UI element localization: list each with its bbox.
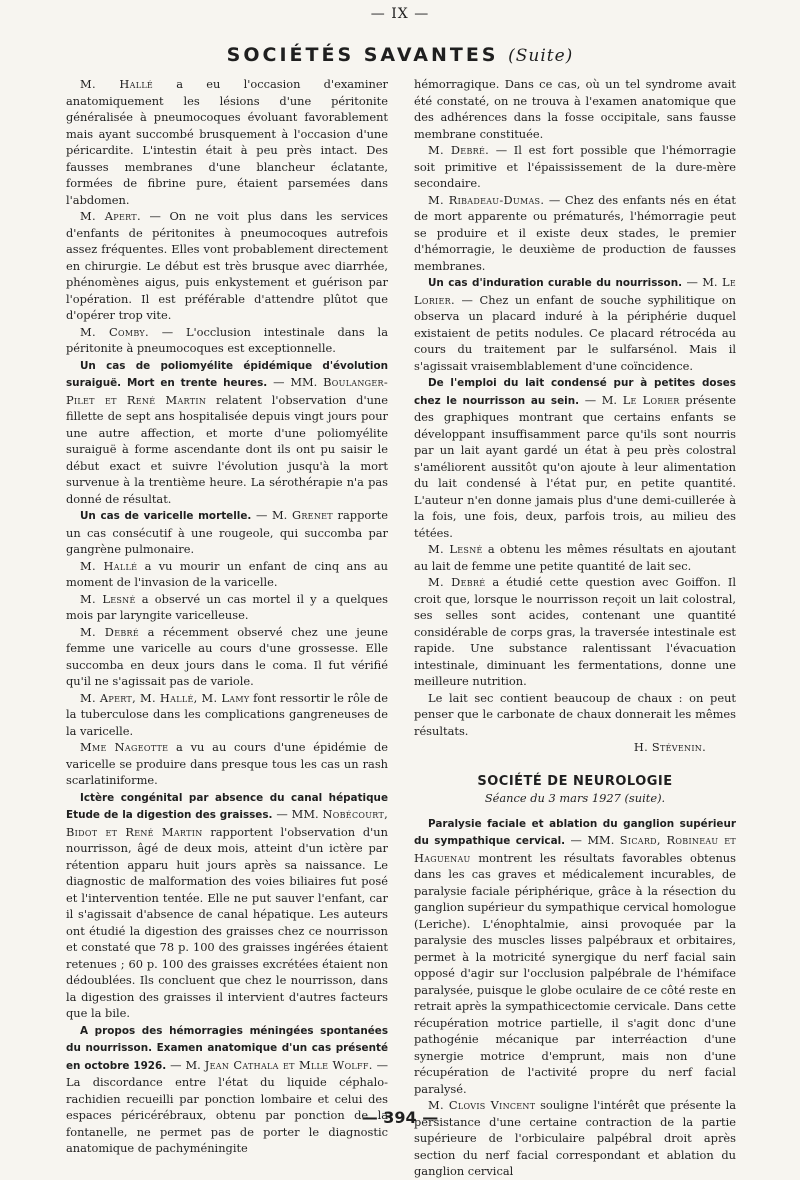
- speaker-name: M. Ribadeau-Dumas.: [428, 192, 545, 207]
- communication-title: A propos des hémorragies méningées spontanées du nourrisson. Examen anatomique d'un cas présenté en octobre 1926.: [66, 1024, 388, 1072]
- paragraph-text: a récemment observé chez une jeune femme une varicelle au cours d'une grossesse. Elle succomba en deux jours dans le coma. Il fut vérifié qu'il ne s'agissait pas de variole.: [66, 624, 388, 688]
- paragraph: [414, 142, 736, 192]
- paragraph-text: — Chez un enfant de souche syphilitique on observa un placard induré à la périphérie duquel existaient de petits nodules. Ce placard rétrocéda au cours du traitement par le sulfarsénol. Mais il s'agissait vraisemblablement d'une coïncidence.: [414, 292, 736, 373]
- paragraph-text: a eu l'occasion d'examiner anatomiquement les lésions d'une péritonite généralisée à pneumocoques évoluant favorablement mais ayant succombé brusquement à l'occasion d'une péricardite. L'intestin était à peu près intact. Des fausses membranes d'une blancheur éclatante, formées de fibrine pure, étaient parsemées dans l'abdomen.: [66, 77, 389, 207]
- paragraph-text: — Chez des enfants nés en état de mort apparente ou prématurés, l'hémorragie peut se produire et il existe deux stades, le premier d'hémorragie, le deuxième de production de fausses membranes.: [414, 192, 737, 273]
- left-column: [66, 76, 389, 1155]
- section-subheading: Séance du 3 mars 1927 (suite).: [484, 791, 666, 805]
- paragraph: [66, 76, 388, 208]
- communication-title: Un cas de varicelle mortelle.: [80, 510, 252, 522]
- dash: — MM.: [565, 833, 620, 847]
- section-heading: SOCIÉTÉ DE NEUROLOGIE: [477, 773, 673, 789]
- paragraph-text: rapportent l'observation d'un nourrisson, âgé de deux mois, atteint d'un ictère par rétention apparu huit jours après sa naissance. Le diagnostic de malformation des voies biliaires fut posé et l'intervention tentée. Elle ne put sauver l'enfant, car il s'agissait d'absence de canal hépatique. Les auteurs ont étudié la digestion des graisses chez ce nourrisson et constaté que 78 p. 100 des graisses ingérées étaient retenues ; 60 p. 100 des graisses excrétées étaient non dédoublées. Ils concluent que chez le nourrisson, dans la digestion des graisses il intervient d'autres facteurs que la bile.: [66, 824, 388, 1020]
- signature: H. Stévenin.: [633, 740, 706, 754]
- page-title: [0, 44, 800, 66]
- paragraph: [66, 324, 388, 357]
- paragraph: [414, 574, 736, 690]
- dash: — M.: [579, 392, 623, 407]
- paragraph-text: a obtenu les mêmes résultats en ajoutant au lait de femme une petite quantité de lait sec.: [414, 542, 736, 573]
- communication-title: Paralysie faciale et ablation du ganglion supérieur du sympathique cervical.: [414, 817, 736, 847]
- paragraph: [66, 690, 388, 740]
- paragraph: [414, 815, 736, 1098]
- paragraph: [66, 357, 388, 508]
- communication-title: Un cas de poliomyélite épidémique d'évolution suraiguë. Mort en trente heures.: [66, 359, 388, 389]
- speaker-name: Mme Nageotte: [80, 740, 169, 754]
- dash: — M.: [166, 1057, 205, 1072]
- paragraph-text: a vu au cours d'une épidémie de varicelle se produire dans presque tous les cas un rash scarlatiniforme.: [66, 740, 388, 787]
- paragraph-continued: [414, 76, 736, 142]
- paragraph-text: Le lait sec contient beaucoup de chaux : on peut penser que le carbonate de chaux donnerait les mêmes résultats.: [414, 690, 736, 738]
- paragraph-text: — L'occlusion intestinale dans la péritonite à pneumocoques est exceptionnelle.: [66, 324, 388, 355]
- paragraph: [66, 739, 388, 789]
- paragraph: [414, 374, 736, 541]
- author-names: Grenet: [291, 508, 333, 522]
- paragraph: [66, 1022, 388, 1157]
- paragraph: [414, 274, 736, 374]
- speaker-name: M. Hallé: [80, 558, 138, 573]
- author-names: Nobécourt, Bidot et René Martin: [66, 807, 389, 839]
- paragraph-text: a observé un cas mortel il y a quelques mois par laryngite varicelleuse.: [66, 591, 388, 622]
- author-names: Sicard, Robineau et Haguenau: [414, 833, 736, 865]
- speaker-name: M. Comby.: [80, 324, 149, 339]
- paragraph: [66, 208, 388, 324]
- paragraph-text: présente des graphiques montrant que certains enfants se développant insuffisamment parce qu'ils sont nourris par un lait ayant gardé un état à peu près colostral s'améliorent aussitôt qu'on ajoute à leur alimentation du lait condensé à l'état pur, en petite quantité. L'auteur n'en donne jamais plus d'une demi-cuillerée à la fois, une fois, deux, parfois trois, au milieu des tétées.: [414, 392, 736, 540]
- author-names: Le Lorier.: [414, 275, 736, 307]
- paragraph: [414, 541, 736, 574]
- speaker-name: M. Hallé: [80, 77, 154, 91]
- paragraph: [66, 507, 388, 558]
- speaker-name: M. Clovis Vincent: [428, 1098, 536, 1112]
- dash: — M.: [682, 275, 722, 289]
- speaker-name: M. Debré: [80, 624, 140, 639]
- paragraph-text: relatent l'observation d'une fillette de sept ans hospitalisée depuis vingt jours pour une autre affection, et morte d'une poliomyélite suraiguë à forme ascendante dont ils ont pu saisir le début exact et suivre l'évolution jusqu'à la mort survenue à la trentième heure. La sérothérapie n'a pas donné de résultat.: [66, 392, 388, 506]
- communication-title: Ictère congénital par absence du canal hépatique Etude de la digestion des graisses.: [66, 791, 388, 821]
- title-main: SOCIÉTÉS SAVANTES: [226, 44, 499, 66]
- page-number: — 394 —: [361, 1108, 439, 1127]
- author-names: Jean Cathala et Mlle Wolff.: [204, 1057, 373, 1072]
- paragraph-text: — On ne voit plus dans les services d'enfants de péritonites à pneumocoques autrefois assez fréquentes. Elles vont probablement directement en chirurgie. Le début est très brusque avec diarrhée, phénomènes aigus, puis enkystement et guérison par l'opération. Il est préférable d'attendre plûtot que d'opérer trop vite.: [66, 209, 388, 322]
- paragraph-text: a vu mourir un enfant de cinq ans au moment de l'invasion de la varicelle.: [66, 558, 388, 589]
- paragraph-text: font ressortir le rôle de la tuberculose dans les complications gangreneuses de la varicelle.: [66, 690, 388, 738]
- paragraph-text: souligne l'intérêt que présente la persistance d'une certaine contraction de la partie supérieure de l'orbiculaire palpébral droit après section du nerf facial correspondant et ablation du ganglion cervical: [414, 1098, 736, 1178]
- paragraph: [414, 690, 736, 740]
- communication-title: Un cas d'induration curable du nourrisson.: [428, 277, 683, 289]
- title-suite: (Suite): [508, 46, 574, 66]
- speaker-name: M. Lesné: [80, 591, 136, 606]
- dash: — MM.: [272, 807, 323, 821]
- dash: — M.: [251, 508, 292, 522]
- paragraph: [66, 558, 388, 591]
- paragraph: [66, 591, 388, 624]
- speaker-name: M. Debré: [428, 575, 486, 589]
- author-names: Le Lorier: [622, 392, 680, 407]
- roman-page-number: — IX —: [370, 6, 430, 22]
- communication-title: De l'emploi du lait condensé pur à petites doses chez le nourrisson au sein.: [414, 377, 736, 407]
- paragraph: [66, 789, 388, 1022]
- paragraph-text: montrent les résultats favorables obtenus dans les cas graves et médicalement incurables, de paralysie faciale périphérique, grâce à la résection du ganglion supérieur du sympathique cervical homologue (Leriche). L'énophtalmie, ainsi provoquée par la paralysie des muscles lisses palpébraux et orbitaires, permet à la motricité synergique du nerf facial sain opposé d'agir sur l'occlusion palpébrale de l'hémiface paralysée, puisque le globe oculaire de ce côté reste en retrait après la sympathicectomie cervicale. Dans cette récupération motrice partielle, il s'agit donc d'une pathogénie mécanique par interréaction d'une synergie motrice d'emprunt, mais non d'une récupération de l'activité propre du nerf facial paralysé.: [414, 850, 737, 1096]
- paragraph-text: — La discordance entre l'état du liquide céphalo-rachidien recueilli par ponction lombaire et celui des espaces péricérébraux, obtenu par ponction de la fontanelle, ne permet pas de porter le diagnostic anatomique de pachyméningite: [66, 1057, 389, 1155]
- paragraph: [66, 624, 388, 690]
- speaker-name: M. Debré.: [428, 143, 490, 157]
- paragraph-text: a étudié cette question avec Goiffon. Il croit que, lorsque le nourrisson reçoit un lait colostral, ses selles sont acides, contenant une quantité considérable de corps gras, la traversée intestinale est rapide. Une substance ralentissant l'évacuation intestinale, diminuant les fermentations, donne une meilleure nutrition.: [414, 575, 736, 688]
- paragraph: [414, 192, 736, 275]
- speaker-name: M. Apert, M. Hallé, M. Lamy: [80, 690, 250, 705]
- dash: — MM.: [267, 375, 324, 389]
- paragraph-text: rapporte un cas consécutif à une rougeole, qui succomba par gangrène pulmonaire.: [66, 508, 388, 556]
- speaker-name: M. Lesné: [428, 542, 483, 556]
- paragraph-text: hémorragique. Dans ce cas, où un tel syndrome avait été constaté, on ne trouva à l'examen anatomique que des adhérences dans la fosse occipitale, sans fausse membrane constituée.: [414, 77, 736, 141]
- author-names: Boulanger-Pilet et René Martin: [66, 375, 388, 407]
- speaker-name: M. Apert.: [80, 209, 141, 223]
- paragraph-text: — Il est fort possible que l'hémorragie soit primitive et l'épaississement de la dure-mère secondaire.: [414, 143, 736, 190]
- right-column: [414, 76, 737, 1178]
